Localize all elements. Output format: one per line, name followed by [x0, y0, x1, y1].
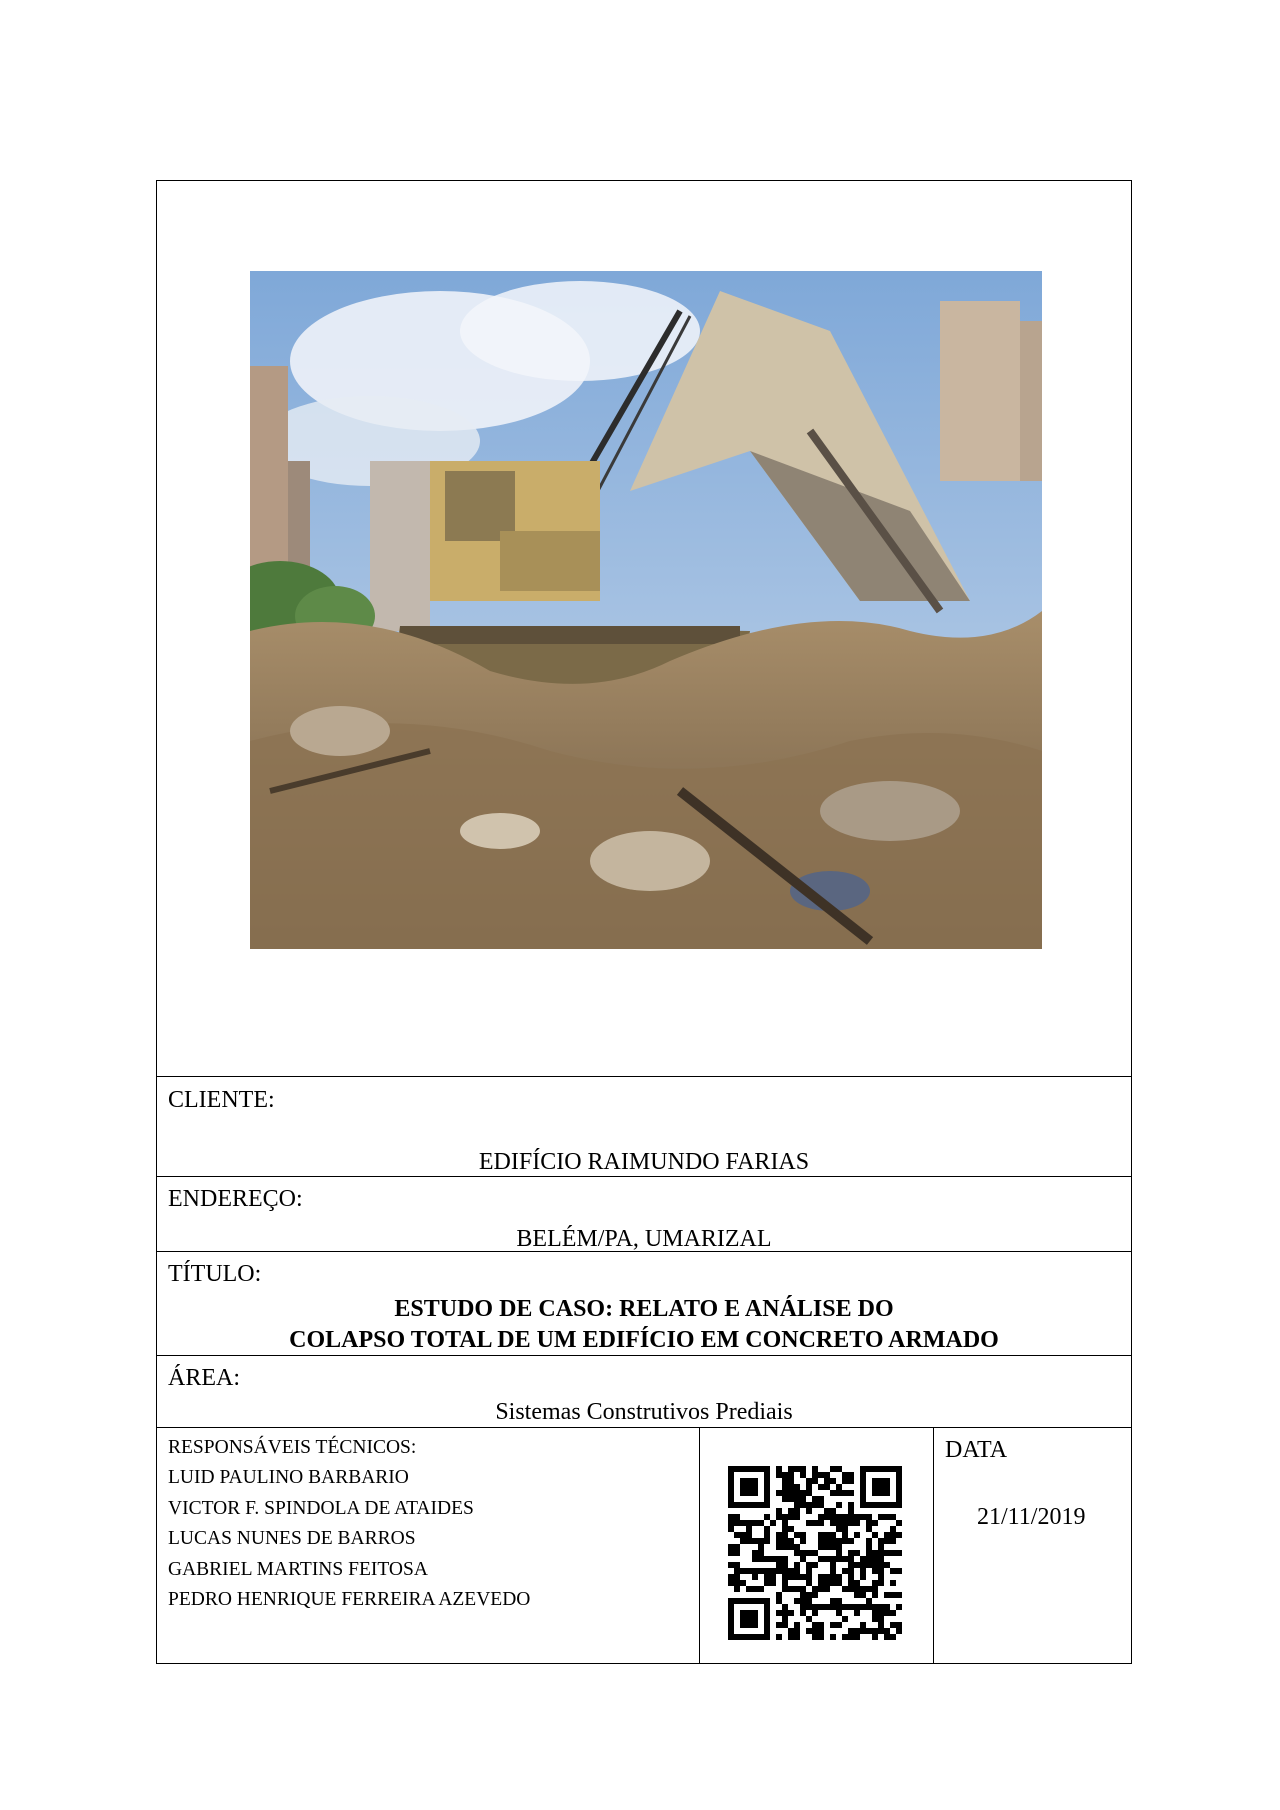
data-value: 21/11/2019: [977, 1504, 1086, 1530]
responsavel-name: GABRIEL MARTINS FEITOSA: [168, 1558, 428, 1580]
area-value: Sistemas Construtivos Prediais: [495, 1399, 793, 1425]
cliente-label: CLIENTE:: [168, 1087, 275, 1113]
responsavel-name: PEDRO HENRIQUE FERREIRA AZEVEDO: [168, 1589, 531, 1611]
endereco-value: BELÉM/PA, UMARIZAL: [516, 1226, 772, 1252]
divider: [157, 1176, 1131, 1177]
divider: [157, 1427, 1131, 1428]
collapse-scene-image: [250, 271, 1042, 949]
divider: [157, 1076, 1131, 1077]
endereco-label: ENDEREÇO:: [168, 1186, 303, 1212]
cover-sheet: [156, 180, 1132, 1664]
responsavel-name: LUCAS NUNES DE BARROS: [168, 1528, 416, 1550]
responsaveis-label: RESPONSÁVEIS TÉCNICOS:: [168, 1437, 417, 1458]
building-collapse-photo: [250, 271, 1042, 949]
responsaveis-list: [168, 1463, 530, 1616]
divider: [699, 1427, 700, 1663]
titulo-line-2: COLAPSO TOTAL DE UM EDIFÍCIO EM CONCRETO ARMADO: [289, 1327, 999, 1353]
qr-code-icon: [728, 1466, 902, 1640]
responsavel-name: LUID PAULINO BARBARIO: [168, 1467, 409, 1488]
titulo-label: TÍTULO:: [168, 1261, 262, 1287]
responsavel-name: VICTOR F. SPINDOLA DE ATAIDES: [168, 1497, 474, 1519]
divider: [933, 1427, 934, 1663]
data-label: DATA: [945, 1437, 1008, 1463]
qr-code-graphic: [728, 1466, 902, 1640]
titulo-line-1: ESTUDO DE CASO: RELATO E ANÁLISE DO: [394, 1296, 894, 1322]
area-label: ÁREA:: [168, 1365, 240, 1391]
cliente-value: EDIFÍCIO RAIMUNDO FARIAS: [478, 1149, 810, 1175]
